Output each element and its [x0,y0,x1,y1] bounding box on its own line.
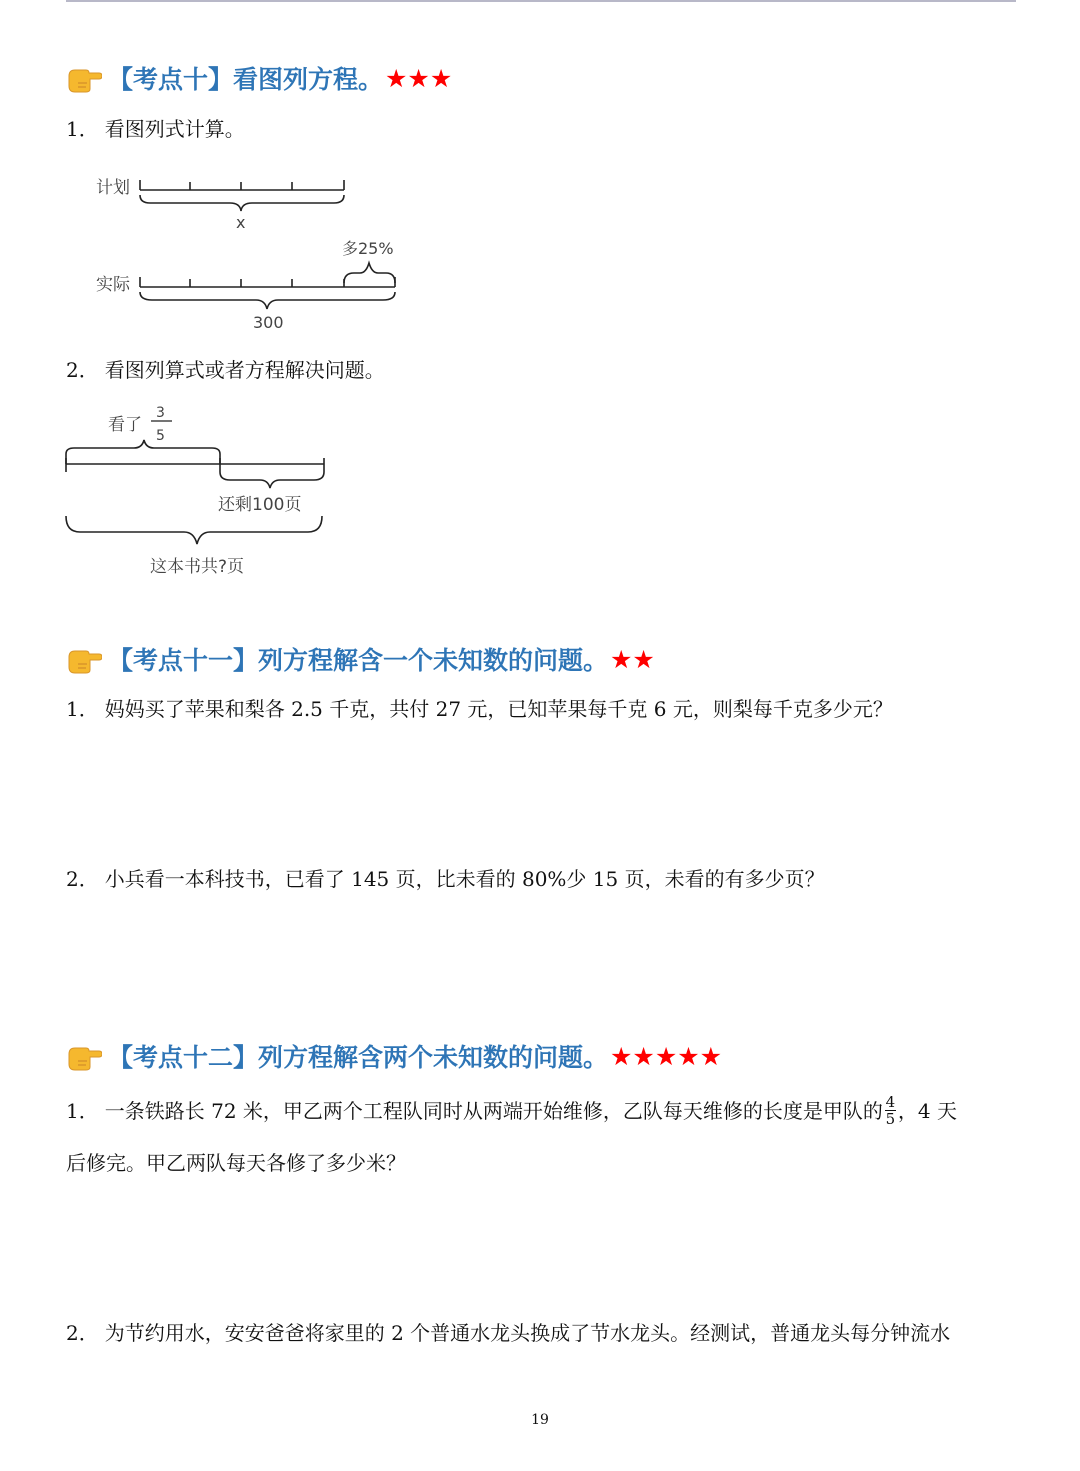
question-number: 2． [66,358,99,382]
x-label: x [236,213,246,232]
fraction-denominator: 5 [156,428,165,444]
question-number: 2． [66,1321,99,1345]
question-text: 小兵看一本科技书，已看了 145 页，比未看的 80%少 15 页，未看的有多少页？ [104,867,825,891]
question-text: 妈妈买了苹果和梨各 2.5 千克，共付 27 元，已知苹果每千克 6 元，则梨每千克多少元？ [104,697,893,721]
difficulty-stars: ★★★ [385,63,453,93]
question-text: 看图列算式或者方程解决问题。 [104,358,385,382]
section-title-12 [66,1038,722,1074]
line-segment-diagram-1 [60,165,420,340]
section-title-10 [66,60,452,96]
total-pages-label: 这本书共?页 [150,557,245,577]
question-12-1 [66,1093,957,1129]
fraction-numerator: 4 [885,1093,896,1111]
question-12-1-line2 [66,1148,406,1178]
page-number: 19 [531,1412,549,1428]
section-title-11 [66,641,655,677]
top-rule [66,0,1016,2]
question-10-1 [66,114,245,144]
question-text: 为节约用水，安安爸爸将家里的 2 个普通水龙头换成了节水龙头。经测试，普通龙头每分钟流水 [104,1321,951,1345]
plan-label: 计划 [96,178,130,198]
question-text-cont: ，4 天 [897,1099,957,1123]
line-segment-diagram-2 [60,398,360,583]
pointing-hand-icon [66,1040,102,1072]
question-number: 2． [66,867,99,891]
fraction-four-fifths [885,1094,896,1127]
question-text-cont: 后修完。甲乙两队每天各修了多少米？ [66,1151,406,1175]
section-title-text: 【考点十】看图列方程。 [108,65,384,94]
question-number: 1． [66,117,99,141]
question-10-2 [66,355,385,385]
question-number: 1． [66,1099,99,1123]
question-text: 看图列式计算。 [104,117,245,141]
question-number: 1． [66,697,99,721]
remain-label: 还剩100页 [218,495,302,515]
question-12-2 [66,1318,950,1348]
section-title-text: 【考点十一】列方程解含一个未知数的问题。 [108,646,609,675]
actual-label: 实际 [96,275,130,295]
difficulty-stars: ★★★★★ [610,1041,723,1071]
section-title-text: 【考点十二】列方程解含两个未知数的问题。 [108,1043,609,1072]
pointing-hand-icon [66,643,102,675]
more-label: 多25% [342,239,394,258]
question-text: 一条铁路长 72 米，甲乙两个工程队同时从两端开始维修，乙队每天维修的长度是甲队的 [104,1099,883,1123]
total-label: 300 [253,313,284,332]
fraction-numerator: 3 [156,405,165,421]
fraction-denominator: 5 [885,1110,896,1128]
question-11-1 [66,694,893,724]
difficulty-stars: ★★ [610,644,655,674]
question-11-2 [66,864,825,894]
pointing-hand-icon [66,62,102,94]
read-label: 看了 [108,415,142,435]
